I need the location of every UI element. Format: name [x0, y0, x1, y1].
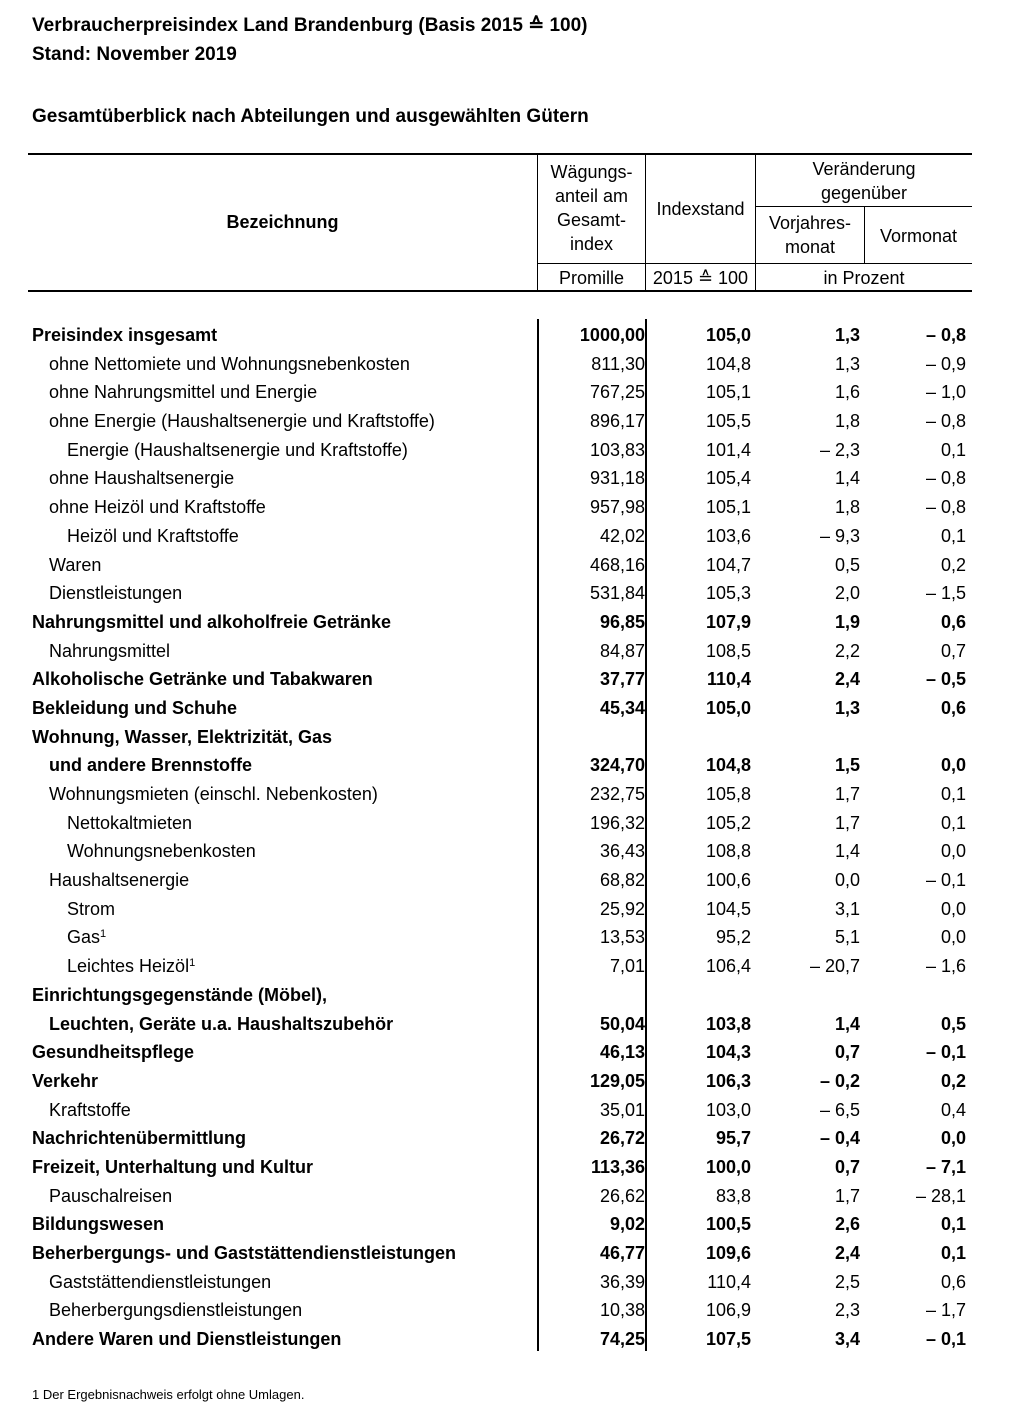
table-row: [28, 1296, 972, 1325]
header-bottom-rule: [28, 290, 972, 292]
weight-cell: 10,38: [599, 1300, 645, 1321]
row-label: Beherbergungs- und Gaststättendienstleistungen: [32, 1243, 457, 1263]
row-label: Heizöl und Kraftstoffe: [67, 525, 239, 546]
table-row: [28, 1038, 972, 1067]
mom-change-cell: 0,0: [940, 927, 966, 948]
weight-cell: 46,13: [599, 1042, 645, 1063]
mom-change-cell: – 0,1: [925, 1042, 966, 1063]
mom-change-cell: 0,1: [940, 439, 966, 460]
table-row: [28, 1153, 972, 1182]
yoy-change-cell: 2,2: [834, 640, 860, 661]
yoy-change-cell: 1,4: [834, 841, 860, 862]
row-label: Energie (Haushaltsenergie und Kraftstoffe): [67, 439, 408, 460]
mom-change-cell: – 0,5: [925, 669, 966, 690]
index-cell: 83,8: [715, 1185, 751, 1206]
yoy-change-cell: – 0,2: [819, 1070, 860, 1091]
row-label: Wohnungsnebenkosten: [67, 841, 256, 862]
weight-cell: 767,25: [589, 382, 645, 403]
yoy-change-cell: 1,3: [834, 353, 860, 374]
weight-cell: 26,72: [599, 1128, 645, 1149]
footnote: 1 Der Ergebnisnachweis erfolgt ohne Umlagen.: [32, 1387, 305, 1402]
mom-change-cell: 0,1: [940, 784, 966, 804]
index-cell: 103,8: [705, 1013, 751, 1034]
index-cell: 105,8: [705, 784, 751, 804]
table-row: [28, 1210, 972, 1239]
weight-cell: 45,34: [599, 697, 645, 718]
table-row: [28, 1067, 972, 1096]
mom-change-cell: 0,7: [940, 640, 966, 661]
table-body: [28, 321, 972, 1354]
header-vormonat: Vormonat: [879, 226, 958, 246]
table-row: [28, 551, 972, 580]
row-label: Beherbergungsdienstleistungen: [49, 1300, 303, 1321]
weight-cell: 1000,00: [579, 325, 645, 345]
mom-change-cell: 0,2: [940, 1070, 966, 1091]
table-row: [28, 522, 972, 551]
index-cell: 106,4: [705, 956, 751, 977]
table-row: [28, 694, 972, 723]
header-unit-prozent: in Prozent: [823, 268, 905, 288]
yoy-change-cell: 3,1: [834, 898, 860, 919]
row-label: Gaststättendienstleistungen: [49, 1271, 272, 1292]
row-label: ohne Energie (Haushaltsenergie und Kraftstoffe): [49, 411, 435, 432]
table-row: [28, 1096, 972, 1125]
yoy-change-cell: 1,8: [834, 411, 860, 432]
mom-change-cell: – 1,5: [925, 583, 966, 604]
weight-cell: 324,70: [589, 755, 645, 776]
yoy-change-cell: 1,6: [834, 382, 860, 403]
index-cell: 95,2: [715, 927, 751, 948]
row-label: und andere Brennstoffe: [49, 755, 253, 776]
yoy-change-cell: 1,7: [834, 812, 860, 833]
weight-cell: 50,04: [599, 1013, 645, 1034]
index-cell: 104,7: [705, 554, 751, 575]
footnote-marker: 1: [189, 957, 196, 970]
weight-cell: 37,77: [599, 669, 645, 690]
index-cell: 105,1: [705, 382, 751, 403]
yoy-change-cell: – 2,3: [819, 439, 860, 460]
index-cell: 105,1: [705, 497, 751, 518]
row-label: Bildungswesen: [32, 1214, 165, 1235]
yoy-change-cell: 0,0: [834, 870, 860, 891]
table-row: [28, 895, 972, 924]
row-label: Alkoholische Getränke und Tabakwaren: [32, 669, 373, 690]
weight-cell: 96,85: [599, 611, 645, 632]
row-label: Gas$^1$: [67, 927, 107, 948]
row-label: ohne Nahrungsmittel und Energie: [49, 382, 318, 403]
table-row: [28, 866, 972, 895]
weight-cell: 9,02: [609, 1214, 645, 1235]
row-label: ohne Haushaltsenergie: [49, 468, 235, 489]
row-label: ohne Heizöl und Kraftstoffe: [49, 497, 266, 518]
mom-change-cell: – 1,7: [925, 1300, 966, 1321]
yoy-change-cell: 2,0: [834, 583, 860, 604]
yoy-change-cell: 2,6: [834, 1214, 860, 1235]
index-cell: 95,7: [715, 1128, 751, 1149]
mom-change-cell: 0,2: [940, 554, 966, 575]
mom-change-cell: 0,1: [940, 1243, 966, 1263]
table-row: [28, 723, 972, 752]
table-row: [28, 981, 972, 1010]
header-bezeichnung: Bezeichnung: [226, 212, 339, 232]
index-cell: 110,4: [706, 669, 751, 690]
row-label: Preisindex insgesamt: [32, 325, 218, 345]
footnote-marker: 1: [100, 928, 107, 941]
row-label: Einrichtungsgegenstände (Möbel),: [32, 984, 328, 1005]
row-label: Kraftstoffe: [49, 1099, 131, 1120]
table-row: [28, 1182, 972, 1211]
index-cell: 103,6: [705, 525, 751, 546]
mom-change-cell: 0,4: [940, 1099, 966, 1120]
row-label: Nachrichtenübermittlung: [32, 1128, 247, 1149]
mom-change-cell: – 0,1: [925, 870, 966, 891]
yoy-change-cell: – 0,4: [819, 1128, 860, 1149]
yoy-change-cell: 1,3: [834, 697, 860, 718]
header-indexstand: Indexstand: [656, 199, 745, 219]
table-row: [28, 350, 972, 379]
index-cell: 104,8: [705, 755, 751, 776]
row-label: Verkehr: [32, 1070, 99, 1091]
table-row: [28, 923, 972, 952]
yoy-change-cell: 1,5: [834, 755, 860, 776]
index-cell: 105,3: [705, 583, 751, 604]
table-row: [28, 952, 972, 981]
mom-change-cell: – 7,1: [925, 1156, 966, 1177]
index-cell: 105,5: [705, 411, 751, 432]
weight-cell: 68,82: [599, 870, 645, 891]
table-row: [28, 1239, 972, 1268]
table-row: [28, 464, 972, 493]
mom-change-cell: 0,6: [940, 611, 966, 632]
weight-cell: 74,25: [599, 1329, 645, 1350]
yoy-change-cell: 2,3: [834, 1300, 860, 1321]
weight-cell: 113,36: [590, 1156, 645, 1177]
yoy-change-cell: 1,8: [834, 497, 860, 518]
weight-cell: 896,17: [589, 411, 645, 432]
row-label: Nettokaltmieten: [67, 812, 193, 833]
row-label: Andere Waren und Dienstleistungen: [32, 1329, 342, 1350]
mom-change-cell: – 0,8: [925, 325, 966, 345]
table-row: [28, 378, 972, 407]
table-row: [28, 1010, 972, 1039]
row-label: ohne Nettomiete und Wohnungsnebenkosten: [49, 353, 410, 374]
row-label: Strom: [67, 898, 116, 919]
table-row: [28, 751, 972, 780]
header-unit-index: 2015 ≙ 100: [652, 268, 749, 288]
row-label: Nahrungsmittel und alkoholfreie Getränke: [32, 611, 392, 632]
mom-change-cell: – 1,6: [925, 956, 966, 977]
yoy-change-cell: – 20,7: [809, 956, 860, 977]
weight-cell: 468,16: [589, 554, 645, 575]
mom-change-cell: – 1,0: [925, 382, 966, 403]
weight-cell: 129,05: [589, 1070, 645, 1091]
weight-cell: 26,62: [599, 1185, 645, 1206]
index-cell: 106,9: [705, 1300, 751, 1321]
index-cell: 105,2: [705, 812, 751, 833]
index-cell: 107,9: [705, 611, 751, 632]
row-label: Leuchten, Geräte u.a. Haushaltszubehör: [49, 1013, 394, 1034]
index-cell: 100,6: [705, 870, 751, 891]
weight-cell: 42,02: [599, 525, 645, 546]
index-cell: 107,5: [705, 1329, 751, 1350]
row-label: Dienstleistungen: [49, 583, 183, 604]
yoy-change-cell: – 6,5: [819, 1099, 860, 1120]
mom-change-cell: – 0,9: [925, 353, 966, 374]
mom-change-cell: – 0,8: [925, 497, 966, 518]
row-label: Bekleidung und Schuhe: [32, 697, 238, 718]
mom-change-cell: 0,0: [940, 898, 966, 919]
yoy-change-cell: 2,5: [834, 1271, 860, 1292]
weight-cell: 13,53: [599, 927, 645, 948]
document-title: Verbraucherpreisindex Land Brandenburg (Basis 2015 ≙ 100): [32, 15, 588, 36]
yoy-change-cell: 1,4: [834, 468, 860, 489]
index-cell: 106,3: [705, 1070, 751, 1091]
table-top-rule: [28, 153, 972, 155]
yoy-change-cell: 1,4: [834, 1013, 860, 1034]
weight-cell: 103,83: [589, 439, 645, 460]
yoy-change-cell: 5,1: [834, 927, 860, 948]
yoy-change-cell: 1,3: [834, 325, 860, 345]
weight-cell: 84,87: [599, 640, 645, 661]
document-date: Stand: November 2019: [32, 44, 237, 65]
header-waegungsanteil: Wägungs- anteil am Gesamt- index: [550, 162, 633, 254]
row-label: Gesundheitspflege: [32, 1042, 195, 1063]
weight-cell: 531,84: [589, 583, 645, 604]
index-cell: 101,4: [705, 439, 751, 460]
row-label: Wohnungsmieten (einschl. Nebenkosten): [49, 784, 378, 804]
weight-cell: 46,77: [599, 1243, 645, 1263]
header-unit-promille: Promille: [558, 268, 624, 288]
mom-change-cell: 0,1: [940, 812, 966, 833]
yoy-change-cell: 2,4: [834, 669, 860, 690]
weight-cell: 36,43: [599, 841, 645, 862]
yoy-change-cell: 2,4: [834, 1243, 860, 1263]
yoy-change-cell: 0,7: [834, 1042, 860, 1063]
header-vorjahresmonat: Vorjahres- monat: [768, 213, 852, 257]
mom-change-cell: – 0,1: [925, 1329, 966, 1350]
yoy-change-cell: 3,4: [834, 1329, 860, 1350]
table-row: [28, 837, 972, 866]
yoy-change-cell: 1,7: [834, 1185, 860, 1206]
table-row: [28, 1325, 972, 1354]
row-label: Leichtes Heizöl$^1$: [67, 956, 196, 977]
weight-cell: 931,18: [589, 468, 645, 489]
mom-change-cell: 0,0: [940, 755, 966, 776]
yoy-change-cell: 1,7: [834, 784, 860, 804]
yoy-change-cell: 0,7: [834, 1156, 860, 1177]
mom-change-cell: 0,0: [940, 1128, 966, 1149]
index-cell: 104,8: [705, 353, 751, 374]
weight-cell: 35,01: [599, 1099, 645, 1120]
mom-change-cell: 0,6: [940, 697, 966, 718]
mom-change-cell: 0,0: [940, 841, 966, 862]
index-cell: 109,6: [705, 1243, 751, 1263]
mom-change-cell: 0,5: [940, 1013, 966, 1034]
index-cell: 100,0: [705, 1156, 751, 1177]
table-row: [28, 436, 972, 465]
weight-cell: 232,75: [589, 784, 645, 804]
index-cell: 108,5: [705, 640, 751, 661]
table-row: [28, 608, 972, 637]
yoy-change-cell: – 9,3: [819, 525, 860, 546]
table-row: [28, 1124, 972, 1153]
table-row: [28, 493, 972, 522]
index-cell: 108,8: [705, 841, 751, 862]
table-row: [28, 407, 972, 436]
table-row: [28, 1268, 972, 1297]
mom-change-cell: 0,6: [940, 1271, 966, 1292]
table-subtitle: Gesamtüberblick nach Abteilungen und ausgewählten Gütern: [32, 106, 589, 127]
mom-change-cell: – 28,1: [915, 1185, 966, 1206]
weight-cell: 36,39: [599, 1271, 645, 1292]
mom-change-cell: 0,1: [940, 1214, 966, 1235]
weight-cell: 25,92: [599, 898, 645, 919]
table-row: [28, 665, 972, 694]
yoy-change-cell: 1,9: [834, 611, 860, 632]
row-label: Pauschalreisen: [49, 1185, 173, 1206]
index-cell: 100,5: [705, 1214, 751, 1235]
mom-change-cell: – 0,8: [925, 468, 966, 489]
table-row: [28, 321, 972, 350]
weight-cell: 811,30: [591, 353, 645, 374]
table-row: [28, 809, 972, 838]
row-label: Freizeit, Unterhaltung und Kultur: [32, 1156, 313, 1177]
table-row: [28, 637, 972, 666]
row-label: Wohnung, Wasser, Elektrizität, Gas: [32, 726, 333, 747]
table-row: [28, 780, 972, 809]
yoy-change-cell: 0,5: [834, 554, 860, 575]
header-veraenderung: Veränderung gegenüber: [812, 159, 916, 203]
mom-change-cell: 0,1: [940, 525, 966, 546]
index-cell: 105,0: [705, 697, 751, 718]
index-cell: 105,0: [705, 325, 751, 345]
weight-cell: 7,01: [609, 956, 645, 977]
weight-cell: 957,98: [589, 497, 645, 518]
index-cell: 104,3: [705, 1042, 751, 1063]
table-row: [28, 579, 972, 608]
row-label: Haushaltsenergie: [49, 870, 190, 891]
index-cell: 103,0: [705, 1099, 751, 1120]
row-label: Nahrungsmittel: [49, 640, 171, 661]
index-cell: 110,4: [707, 1271, 751, 1292]
index-cell: 104,5: [705, 898, 751, 919]
index-cell: 105,4: [705, 468, 751, 489]
row-label: Waren: [49, 554, 102, 575]
weight-cell: 196,32: [589, 812, 645, 833]
mom-change-cell: – 0,8: [925, 411, 966, 432]
